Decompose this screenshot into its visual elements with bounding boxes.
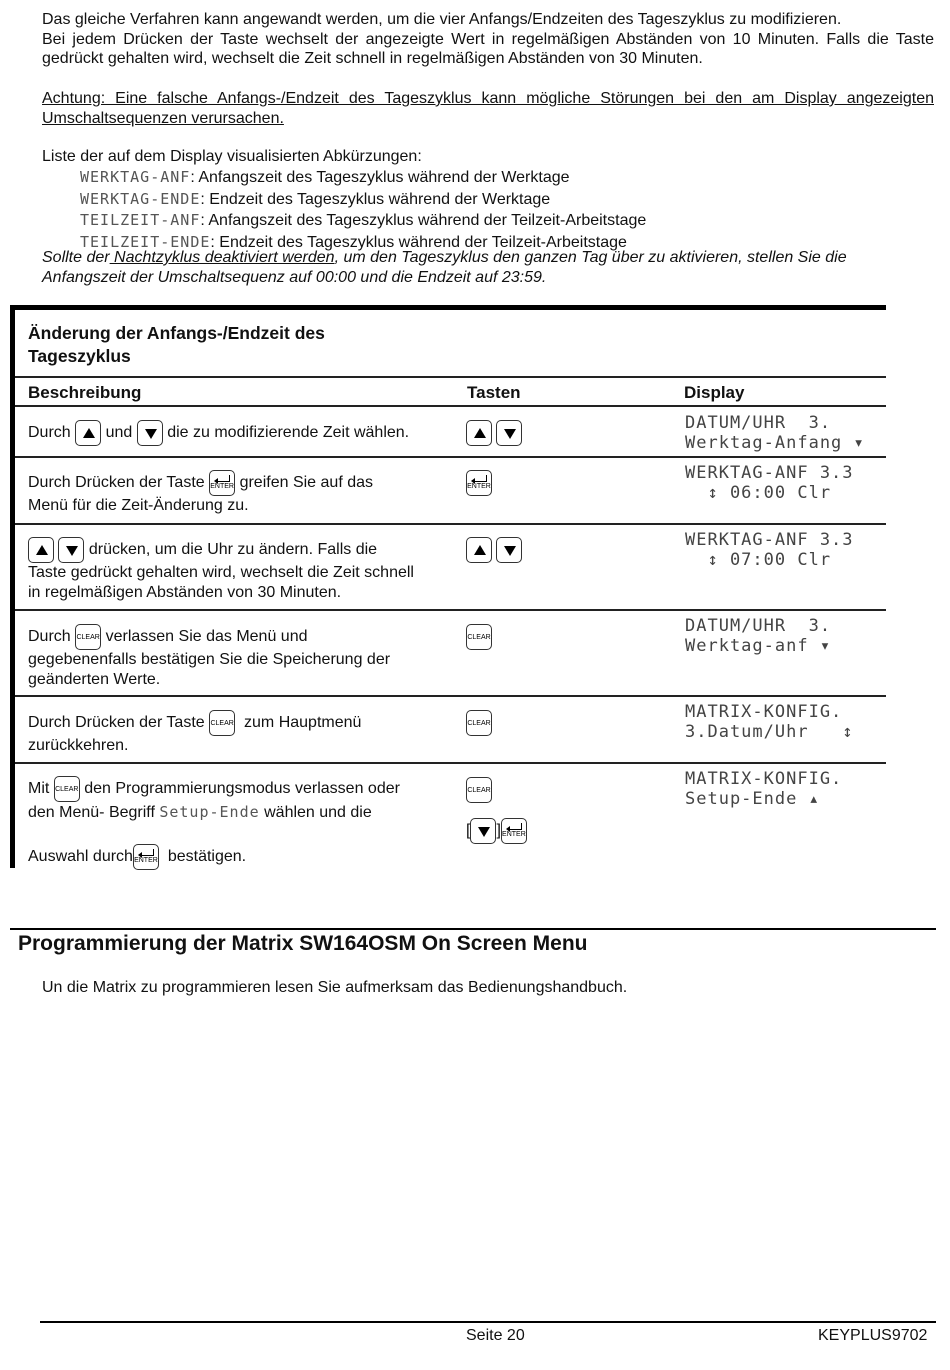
- divider: [15, 609, 886, 611]
- section-text: Un die Matrix zu programmieren lesen Sie aufmerksam das Bedienungshandbuch.: [42, 979, 628, 996]
- abbreviation-item: [80, 210, 646, 232]
- note-underlined: Nachtzyklus deaktiviert werden: [109, 249, 335, 266]
- clear-key-icon: CLEAR: [466, 710, 492, 736]
- divider: [15, 523, 886, 525]
- clear-key-icon: CLEAR: [466, 624, 492, 650]
- table-row-3-description: drücken, um die Uhr zu ändern. Falls die Taste gedrückt gehalten wird, wechselt die Zeit schnell in regelmäßigen Abständen von 30 Minuten.: [28, 537, 448, 602]
- abbreviation-item: [80, 167, 646, 189]
- table-row-1-keys: [466, 420, 522, 446]
- table-row-5-display: MATRIX-KONFIG. 3.Datum/Uhr ↕: [685, 702, 854, 742]
- table-row-6-keys: [466, 777, 492, 803]
- table-top-border: [10, 305, 886, 310]
- enter-key-icon: ENTER: [133, 844, 159, 870]
- abbreviation-text: : Anfangszeit des Tageszyklus während der Werktage: [190, 169, 570, 186]
- clear-key-icon: CLEAR: [54, 776, 80, 802]
- abbreviation-title: Liste der auf dem Display visualisierten Abkürzungen:: [42, 148, 422, 165]
- intro-line-1: Das gleiche Verfahren kann angewandt werden, um die vier Anfangs/Endzeiten des Tageszyklus zu modifizieren.: [42, 11, 842, 28]
- section-rule: [10, 928, 936, 930]
- footer-rule: [40, 1321, 936, 1323]
- table-row-1-display: DATUM/UHR 3. Werktag-Anfang ▾: [685, 413, 865, 453]
- table-row-4-description: Durch CLEAR verlassen Sie das Menü und gegebenenfalls bestätigen Sie die Speicherung der geänderten Werte.: [28, 624, 448, 689]
- table-row-3-keys: [466, 537, 522, 563]
- table-row-5-description: Durch Drücken der Taste CLEAR zum Hauptmenü zurückkehren.: [28, 710, 448, 756]
- divider: [15, 762, 886, 764]
- column-header-keys: Tasten: [467, 383, 521, 402]
- divider: [15, 405, 886, 407]
- enter-key-icon: ENTER: [501, 818, 527, 844]
- clear-key-icon: CLEAR: [75, 624, 101, 650]
- table-row-6-description: Mit CLEAR den Programmierungsmodus verlassen oder den Menü- Begriff Setup-Ende wählen und die Auswahl durch ENTER bestätigen.: [28, 776, 448, 870]
- clear-key-icon: CLEAR: [209, 710, 235, 736]
- night-cycle-note: [42, 248, 934, 287]
- table-row-4-display: DATUM/UHR 3. Werktag-anf ▾: [685, 616, 832, 656]
- table-row-5-keys: [466, 710, 492, 736]
- down-arrow-key-icon: [58, 537, 84, 563]
- table-title: Änderung der Anfangs-/Endzeit des Tageszyklus: [28, 323, 325, 366]
- section-heading: Programmierung der Matrix SW164OSM On Screen Menu: [18, 932, 588, 955]
- up-arrow-key-icon: [28, 537, 54, 563]
- table-row-3-display: WERKTAG-ANF 3.3 ↕ 07:00 Clr: [685, 530, 854, 570]
- abbreviation-code: TEILZEIT-ENDE: [80, 232, 211, 251]
- divider: [15, 456, 886, 458]
- down-arrow-key-icon: [496, 537, 522, 563]
- down-arrow-key-icon: [470, 818, 496, 844]
- abbreviation-code: WERKTAG-ENDE: [80, 189, 201, 208]
- page-number: Seite 20: [466, 1327, 525, 1344]
- intro-line-2: Bei jedem Drücken der Taste wechselt der angezeigte Wert in regelmäßigen Abständen von 10 Minuten. Falls die Taste gedrückt gehalten wird, wechselt die Zeit schnell in regelmäßigen Abständen von 30 Minuten.: [42, 30, 934, 67]
- down-arrow-key-icon: [137, 420, 163, 446]
- clear-key-icon: CLEAR: [466, 777, 492, 803]
- abbreviation-text: : Endzeit des Tageszyklus während der Teilzeit-Arbeitstage: [210, 233, 627, 251]
- table-row-6-display: MATRIX-KONFIG. Setup-Ende ▴: [685, 769, 843, 809]
- warning-note: Achtung: Eine falsche Anfangs-/Endzeit des Tageszyklus kann mögliche Störungen bei den am Display angezeigten Umschaltsequenzen verursachen.: [42, 90, 934, 127]
- abbreviation-text: : Anfangszeit des Tageszyklus während der Teilzeit-Arbeitstage: [200, 212, 647, 229]
- divider: [15, 695, 886, 697]
- note-pre: Sollte der: [42, 249, 110, 266]
- abbreviation-item: [80, 189, 646, 211]
- abbreviation-code: TEILZEIT-ANF: [80, 211, 201, 229]
- abbreviation-code: WERKTAG-ANF: [80, 168, 191, 186]
- table-row-4-keys: [466, 624, 492, 650]
- table-left-border: [10, 305, 15, 868]
- table-row-2-keys: [466, 470, 492, 496]
- up-arrow-key-icon: [75, 420, 101, 446]
- divider: [15, 376, 886, 378]
- intro-paragraph: [42, 10, 934, 69]
- note-post: , um den Tageszyklus den ganzen Tag über zu aktivieren, stellen Sie die Anfangszeit der Umschaltsequenz auf 00:00 und die Endzeit auf 23:59.: [42, 249, 847, 286]
- table-row-1-description: Durch und die zu modifizierende Zeit wählen.: [28, 420, 448, 446]
- table-row-2-description: Durch Drücken der Taste ENTER greifen Sie auf das Menü für die Zeit-Änderung zu.: [28, 470, 448, 516]
- column-header-description: Beschreibung: [28, 383, 142, 402]
- up-arrow-key-icon: [466, 420, 492, 446]
- document-id: KEYPLUS9702: [818, 1327, 928, 1344]
- enter-key-icon: ENTER: [209, 470, 235, 496]
- enter-key-icon: ENTER: [466, 470, 492, 496]
- table-row-2-display: WERKTAG-ANF 3.3 ↕ 06:00 Clr: [685, 463, 854, 503]
- abbreviation-text: : Endzeit des Tageszyklus während der Werktage: [200, 190, 551, 208]
- down-arrow-key-icon: [496, 420, 522, 446]
- abbreviation-list: [80, 167, 646, 253]
- column-header-display: Display: [684, 383, 745, 402]
- table-row-6-keys-sequence: [ ] ENTER: [466, 818, 527, 844]
- up-arrow-key-icon: [466, 537, 492, 563]
